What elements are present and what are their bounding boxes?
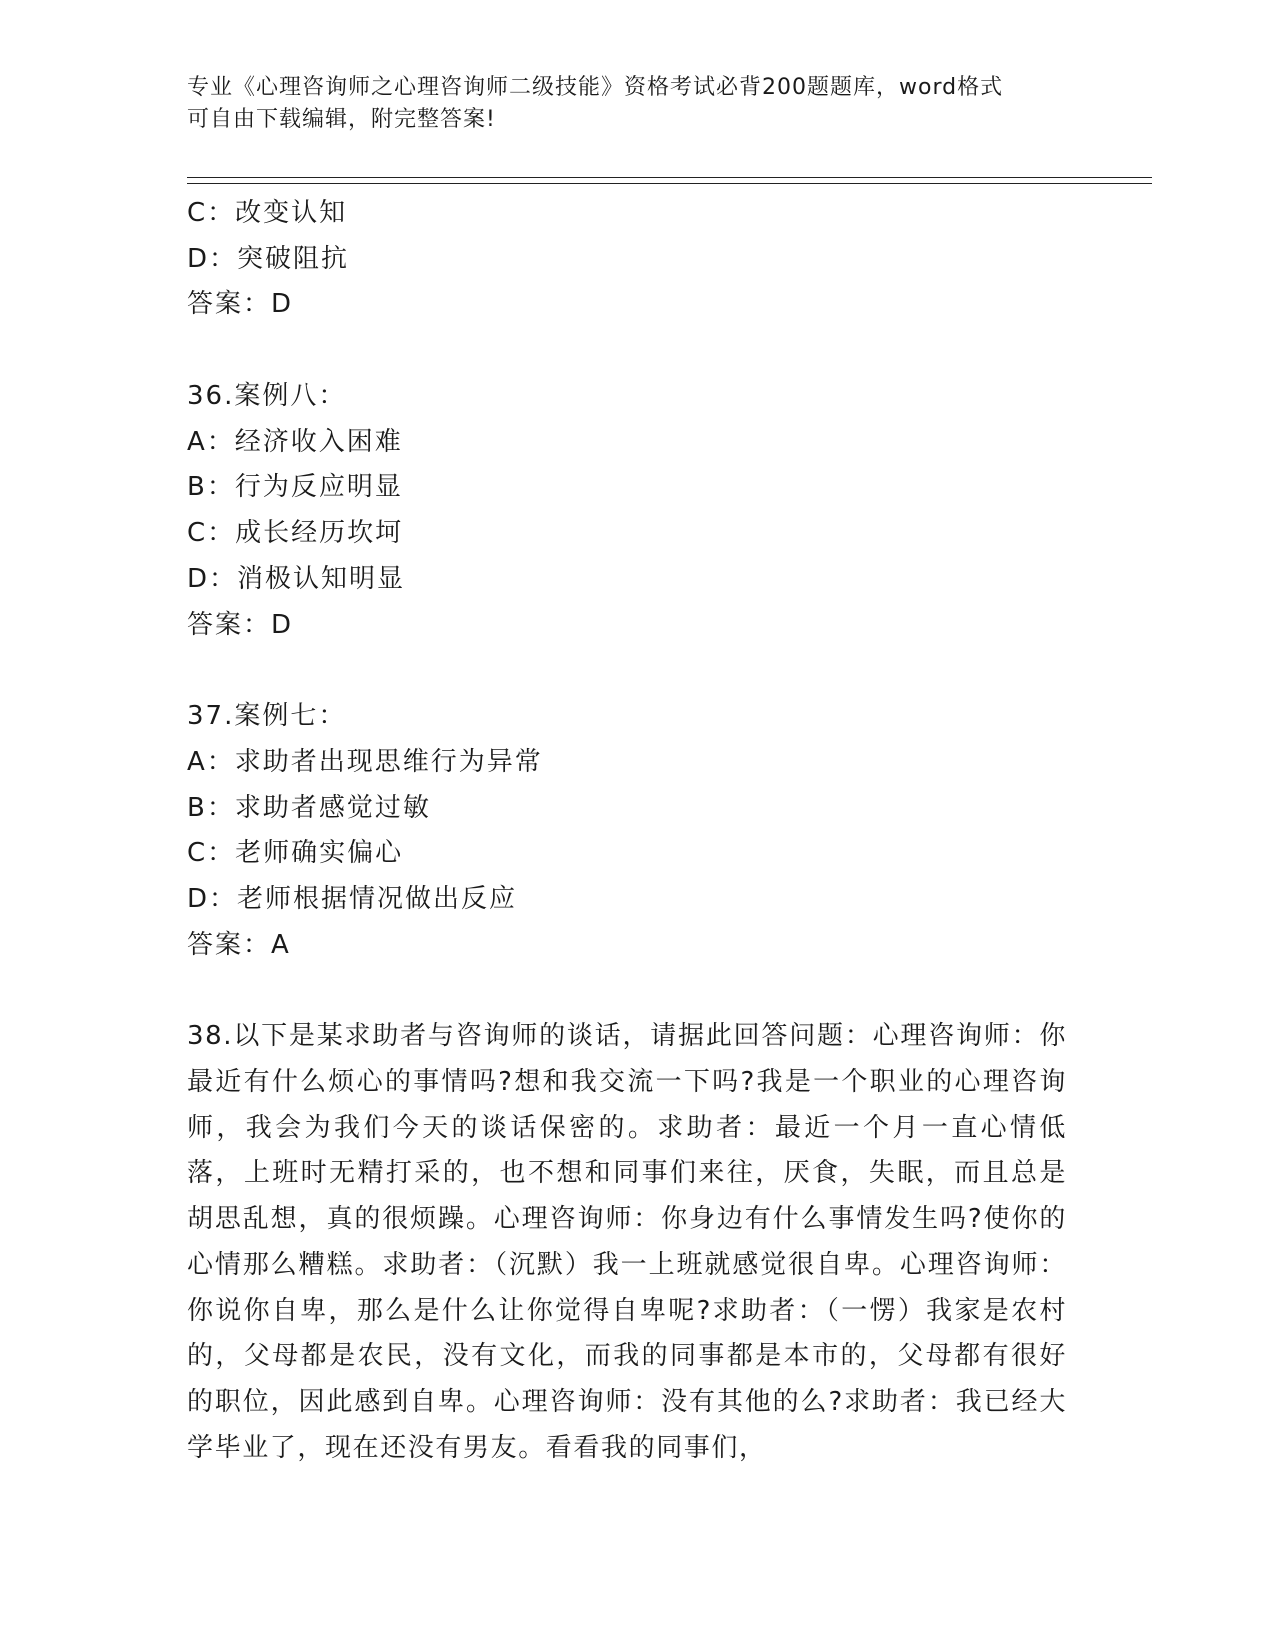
header-title-line-2: 可自由下载编辑，附完整答案! — [187, 107, 496, 132]
option-a: A：经济收入困难 — [187, 426, 403, 457]
option-b: B：行为反应明显 — [187, 472, 403, 503]
header-divider-bottom — [187, 183, 1152, 184]
option-b: B：求助者感觉过敏 — [187, 792, 431, 823]
question-stem: 37.案例七： — [187, 701, 347, 732]
option-a: A：求助者出现思维行为异常 — [187, 746, 543, 777]
answer-line: 答案：D — [187, 609, 294, 640]
header-divider-top — [187, 177, 1152, 178]
question-35-tail — [187, 191, 1067, 328]
option-c: C：改变认知 — [187, 198, 348, 228]
document-header — [187, 72, 1067, 136]
header-title-line-1: 专业《心理咨询师之心理咨询师二级技能》资格考试必背200题题库，word格式 — [187, 75, 1004, 100]
question-stem: 36.案例八： — [187, 381, 347, 412]
answer-line: 答案：D — [187, 289, 294, 320]
question-stem-paragraph: 38.以下是某求助者与咨询师的谈话，请据此回答问题：心理咨询师：你最近有什么烦心的事情吗?想和我交流一下吗?我是一个职业的心理咨询师，我会为我们今天的谈话保密的。求助者：最近一个月一直心情低落，上班时无精打采的，也不想和同事们来往，厌食，失眠，而且总是胡思乱想，真的很烦躁。心理咨询师：你身边有什么事情发生吗?使你的心情那么糟糕。求助者：（沉默）我一上班就感觉很自卑。心理咨询师：你说你自卑，那么是什么让你觉得自卑呢?求助者：（一愣）我家是农村的，父母都是农民，没有文化，而我的同事都是本市的，父母都有很好的职位，因此感到自卑。心理咨询师：没有其他的么?求助者：我已经大学毕业了，现在还没有男友。看看我的同事们， — [187, 1021, 1067, 1463]
option-c: C：成长经历坎坷 — [187, 518, 404, 549]
option-d: D：消极认知明显 — [187, 563, 406, 594]
spacer — [187, 968, 1067, 1014]
answer-line: 答案：A — [187, 929, 291, 960]
option-c: C：老师确实偏心 — [187, 838, 404, 869]
question-38 — [187, 1014, 1067, 1471]
spacer — [187, 648, 1067, 694]
question-36 — [187, 374, 1067, 648]
question-37 — [187, 694, 1067, 968]
question-content — [187, 191, 1067, 1471]
option-d: D：突破阻抗 — [187, 243, 350, 274]
option-d: D：老师根据情况做出反应 — [187, 883, 518, 914]
spacer — [187, 328, 1067, 374]
